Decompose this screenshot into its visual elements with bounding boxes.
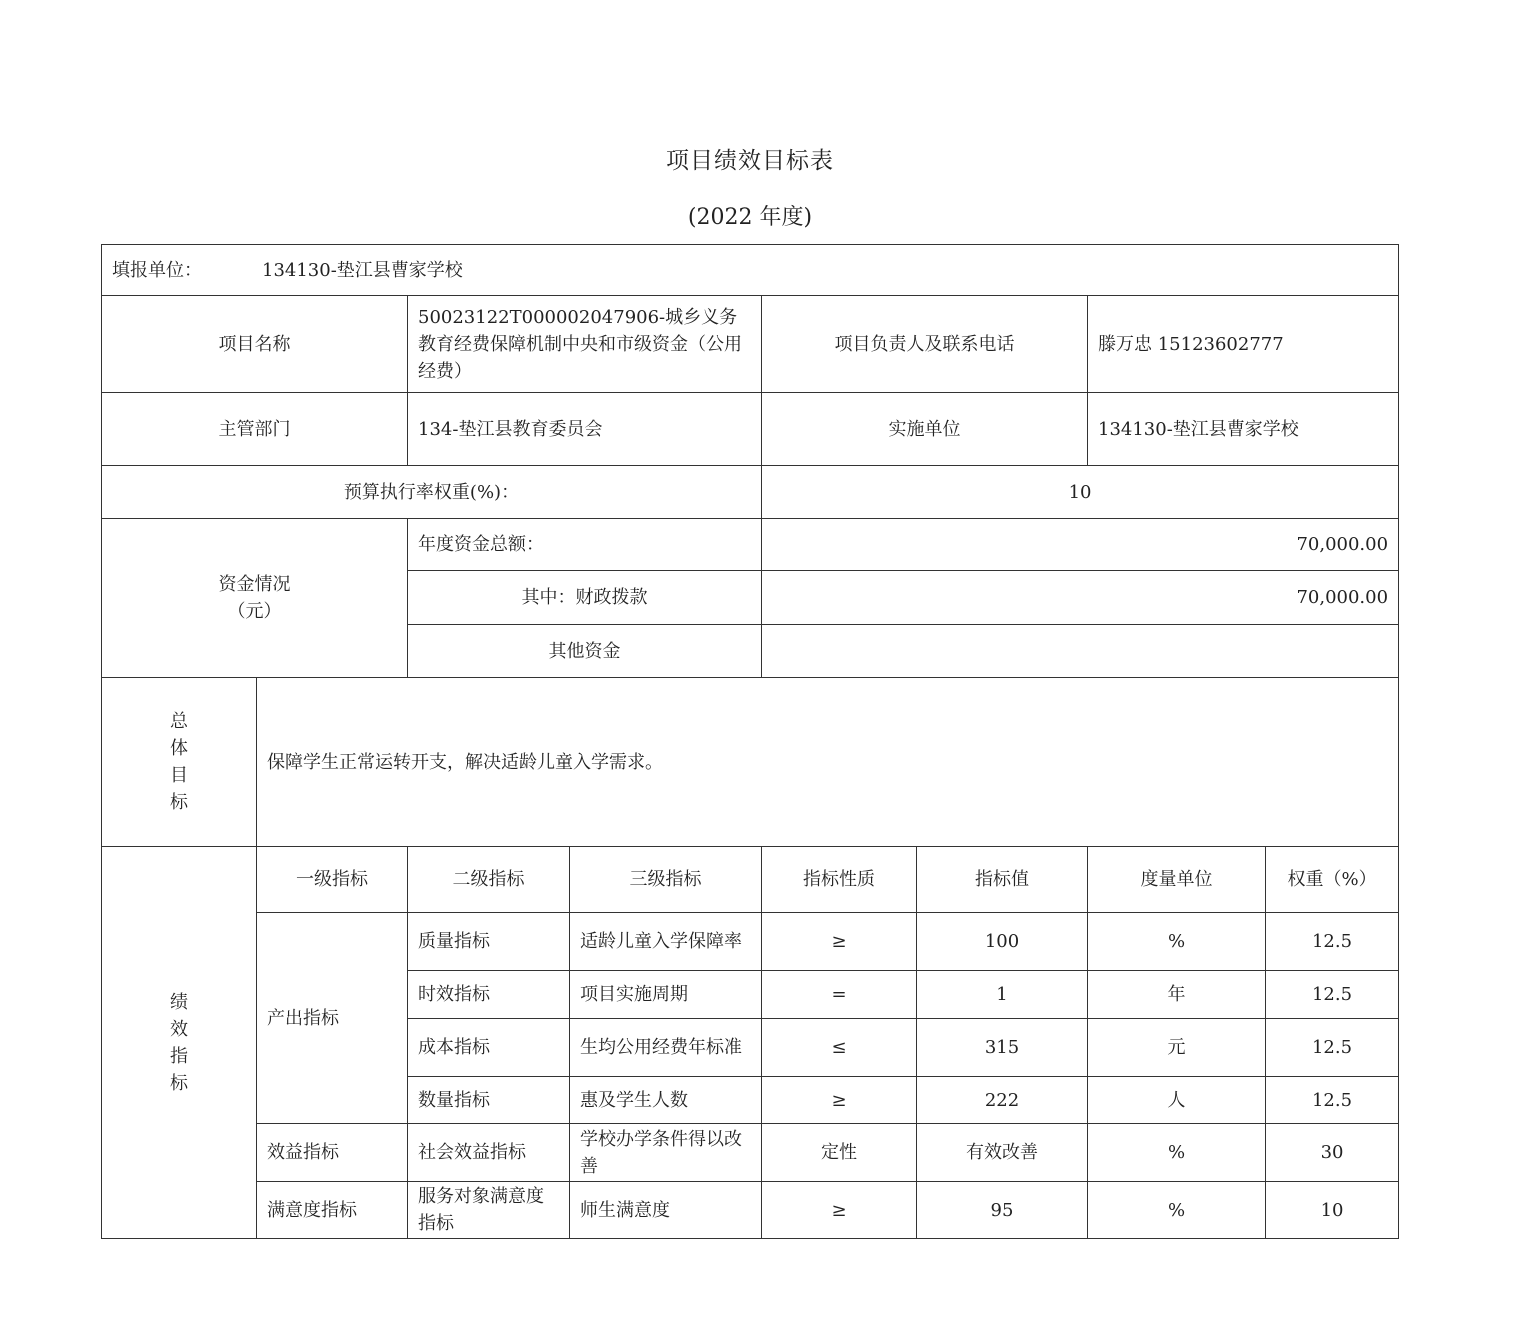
goal-label-char: 体 [170, 738, 188, 759]
department-row [102, 393, 1399, 466]
contact-label: 项目负责人及联系电话 [762, 296, 1088, 393]
goal-label-char: 目 [170, 765, 188, 786]
row-nature: ≤ [762, 1019, 917, 1077]
col-header-unit: 度量单位 [1088, 847, 1266, 913]
indicator-label-char: 效 [170, 1018, 188, 1040]
row-value: 95 [917, 1182, 1088, 1239]
impl-value: 134130-垫江县曹家学校 [1088, 393, 1399, 466]
row-weight: 12.5 [1266, 1077, 1399, 1124]
budget-rate-label: 预算执行率权重(%)： [102, 466, 762, 519]
row-unit: 元 [1088, 1019, 1266, 1077]
row-weight: 12.5 [1266, 971, 1399, 1019]
overall-goal-row [102, 678, 1399, 847]
funds-total-value: 70,000.00 [762, 519, 1399, 571]
goal-label-char: 标 [170, 792, 188, 813]
funds-label: 资金情况 [218, 574, 291, 595]
row-value: 222 [917, 1077, 1088, 1124]
row-weight: 30 [1266, 1124, 1399, 1182]
project-name-value: 50023122T000002047906-城乡义务教育经费保障机制中央和市级资金（公用经费） [408, 296, 762, 393]
dept-value: 134-垫江县教育委员会 [408, 393, 762, 466]
output-indicator-label: 产出指标 [257, 913, 408, 1124]
row-level1: 满意度指标 [257, 1182, 408, 1239]
col-header-nature: 指标性质 [762, 847, 917, 913]
col-header-level3: 三级指标 [570, 847, 762, 913]
row-nature: = [762, 971, 917, 1019]
row-value: 100 [917, 913, 1088, 971]
funds-total-row [102, 519, 1399, 571]
col-header-weight: 权重（%） [1266, 847, 1399, 913]
row-nature: ≥ [762, 1077, 917, 1124]
col-header-level1: 一级指标 [257, 847, 408, 913]
row-level3: 师生满意度 [570, 1182, 762, 1239]
overall-goal-text: 保障学生正常运转开支，解决适龄儿童入学需求。 [257, 678, 1399, 847]
indicator-label-char: 指 [170, 1045, 188, 1067]
funds-other-label: 其他资金 [408, 625, 762, 678]
row-level3: 项目实施周期 [570, 971, 762, 1019]
budget-rate-value: 10 [762, 466, 1399, 519]
col-header-level2: 二级指标 [408, 847, 570, 913]
table-row [102, 913, 1399, 971]
row-value: 315 [917, 1019, 1088, 1077]
contact-value: 滕万忠 15123602777 [1088, 296, 1399, 393]
page-title: 项目绩效目标表 [666, 148, 834, 174]
indicators-label [102, 847, 257, 1239]
indicator-label-char: 标 [170, 1072, 188, 1094]
row-level2: 质量指标 [408, 913, 570, 971]
row-value: 有效改善 [917, 1124, 1088, 1182]
overall-goal-label [102, 678, 257, 847]
row-level2: 数量指标 [408, 1077, 570, 1124]
project-name-row [102, 296, 1399, 393]
row-unit: 年 [1088, 971, 1266, 1019]
report-unit-value: 134130-垫江县曹家学校 [262, 259, 463, 281]
report-unit-row [102, 245, 1399, 296]
row-weight: 12.5 [1266, 1019, 1399, 1077]
row-unit: 人 [1088, 1077, 1266, 1124]
performance-target-table [101, 244, 1399, 1239]
funds-label-cell [102, 519, 408, 678]
funds-fiscal-label: 其中：财政拨款 [408, 571, 762, 625]
indicator-label-char: 绩 [170, 991, 188, 1013]
row-level3: 生均公用经费年标准 [570, 1019, 762, 1077]
indicator-header-row [102, 847, 1399, 913]
year-subtitle: (2022 年度) [687, 205, 813, 230]
budget-rate-row [102, 466, 1399, 519]
row-value: 1 [917, 971, 1088, 1019]
row-level1: 效益指标 [257, 1124, 408, 1182]
row-nature: ≥ [762, 1182, 917, 1239]
row-level3: 学校办学条件得以改善 [570, 1124, 762, 1182]
table-row [102, 1124, 1399, 1182]
row-nature: 定性 [762, 1124, 917, 1182]
row-level3: 惠及学生人数 [570, 1077, 762, 1124]
row-level3: 适龄儿童入学保障率 [570, 913, 762, 971]
dept-label: 主管部门 [102, 393, 408, 466]
funds-other-value [762, 625, 1399, 678]
impl-label: 实施单位 [762, 393, 1088, 466]
row-weight: 12.5 [1266, 913, 1399, 971]
funds-fiscal-value: 70,000.00 [762, 571, 1399, 625]
row-unit: % [1088, 1124, 1266, 1182]
col-header-value: 指标值 [917, 847, 1088, 913]
report-unit-label: 填报单位： [112, 259, 202, 281]
row-level2: 社会效益指标 [408, 1124, 570, 1182]
project-name-label: 项目名称 [102, 296, 408, 393]
row-level2: 服务对象满意度指标 [408, 1182, 570, 1239]
report-unit-cell [102, 245, 1399, 296]
table-row [102, 1182, 1399, 1239]
funds-total-label: 年度资金总额： [408, 519, 762, 571]
row-weight: 10 [1266, 1182, 1399, 1239]
row-unit: % [1088, 913, 1266, 971]
row-level2: 时效指标 [408, 971, 570, 1019]
row-nature: ≥ [762, 913, 917, 971]
goal-label-char: 总 [170, 711, 188, 732]
funds-unit: （元） [227, 601, 282, 622]
row-unit: % [1088, 1182, 1266, 1239]
row-level2: 成本指标 [408, 1019, 570, 1077]
